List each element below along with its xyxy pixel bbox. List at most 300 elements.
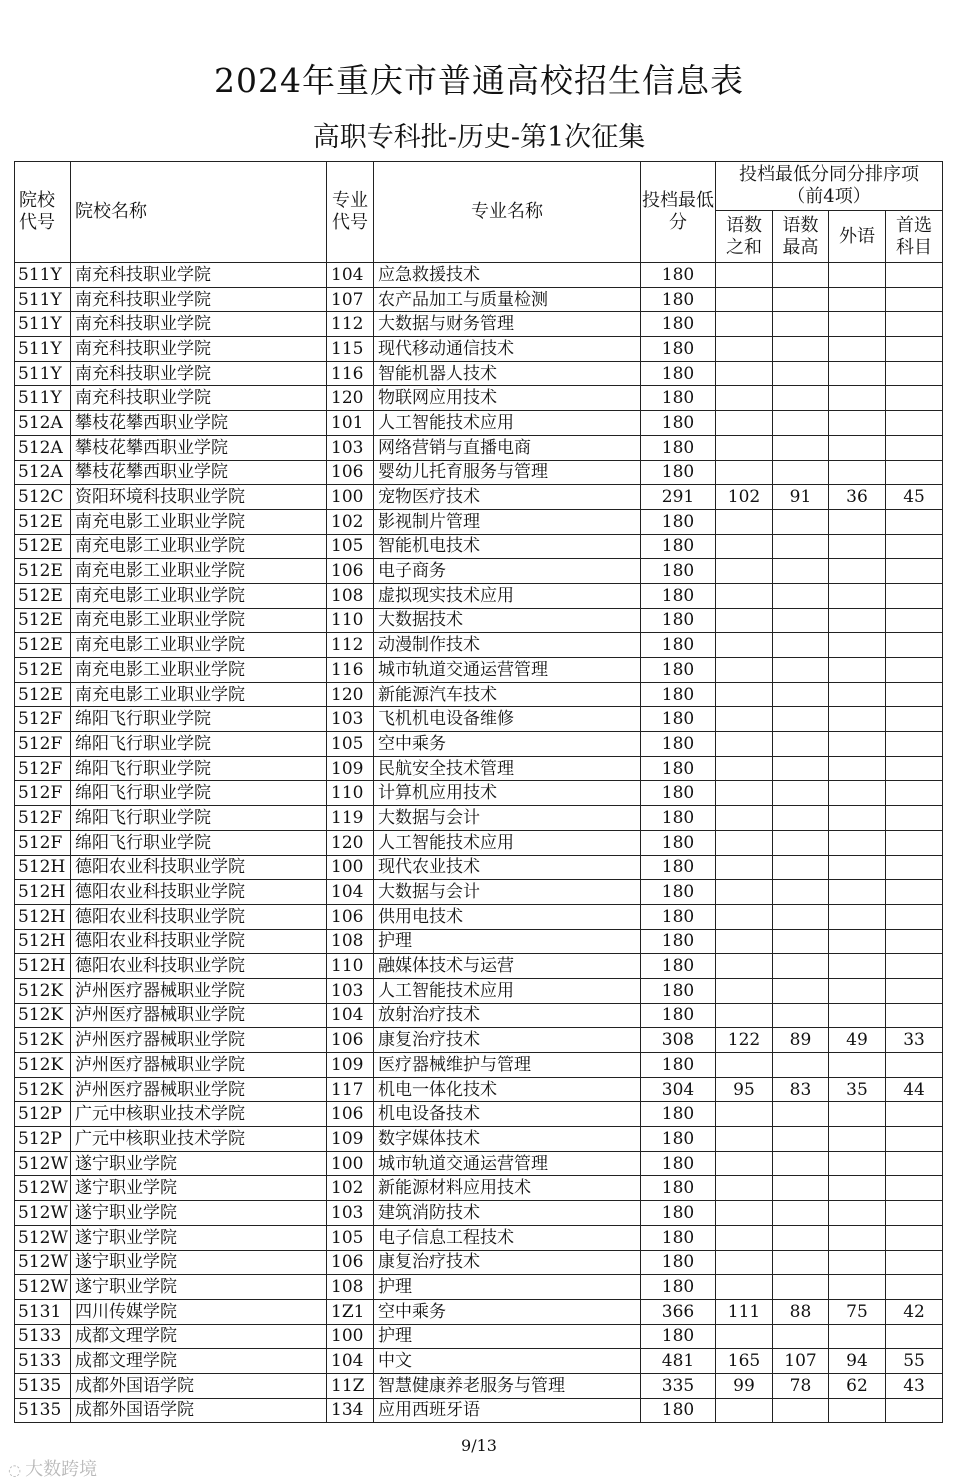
major-code-cell: 116 (327, 658, 374, 683)
table-row (15, 386, 943, 411)
sum-cell (716, 263, 773, 288)
school-name-cell: 绵阳飞行职业学院 (71, 732, 327, 757)
sum-cell (716, 337, 773, 362)
foreign-cell (829, 781, 886, 806)
major-name-cell: 智能机电技术 (374, 534, 641, 559)
max-cell (773, 682, 829, 707)
major-name-cell: 康复治疗技术 (374, 1028, 641, 1053)
header-tiebreak-first-subject: 首选科目 (886, 211, 943, 263)
major-name-cell: 婴幼儿托育服务与管理 (374, 460, 641, 485)
major-code-cell: 103 (327, 1201, 374, 1226)
school-name-cell: 绵阳飞行职业学院 (71, 806, 327, 831)
min-score-cell: 180 (641, 435, 716, 460)
school-code-cell: 512W (15, 1225, 71, 1250)
sum-cell (716, 658, 773, 683)
sum-cell (716, 1151, 773, 1176)
first-subject-cell (886, 263, 943, 288)
page-title: 2024年重庆市普通高校招生信息表 (214, 61, 744, 100)
school-name-cell: 南充电影工业职业学院 (71, 534, 327, 559)
page-number: 9/13 (461, 1436, 497, 1455)
sum-cell (716, 830, 773, 855)
page-subtitle: 高职专科批-历史-第1次征集 (312, 122, 646, 153)
max-cell (773, 707, 829, 732)
first-subject-cell (886, 1127, 943, 1152)
school-name-cell: 四川传媒学院 (71, 1299, 327, 1324)
school-code-cell: 511Y (15, 287, 71, 312)
major-name-cell: 机电一体化技术 (374, 1077, 641, 1102)
first-subject-cell (886, 830, 943, 855)
min-score-cell: 180 (641, 386, 716, 411)
major-code-cell: 106 (327, 904, 374, 929)
max-cell (773, 954, 829, 979)
foreign-cell: 62 (829, 1373, 886, 1398)
max-cell: 83 (773, 1077, 829, 1102)
foreign-cell: 35 (829, 1077, 886, 1102)
school-code-cell: 512H (15, 904, 71, 929)
table-row (15, 855, 943, 880)
max-cell (773, 1250, 829, 1275)
sum-cell: 111 (716, 1299, 773, 1324)
max-cell (773, 435, 829, 460)
major-name-cell: 大数据与会计 (374, 806, 641, 831)
major-name-cell: 机电设备技术 (374, 1102, 641, 1127)
major-code-cell: 104 (327, 1003, 374, 1028)
school-name-cell: 南充科技职业学院 (71, 361, 327, 386)
school-name-cell: 遂宁职业学院 (71, 1201, 327, 1226)
school-name-cell: 南充电影工业职业学院 (71, 559, 327, 584)
sum-cell (716, 781, 773, 806)
school-code-cell: 512W (15, 1250, 71, 1275)
first-subject-cell: 55 (886, 1349, 943, 1374)
major-code-cell: 11Z (327, 1373, 374, 1398)
major-code-cell: 103 (327, 435, 374, 460)
school-code-cell: 512E (15, 534, 71, 559)
school-code-cell: 512K (15, 1028, 71, 1053)
max-cell (773, 608, 829, 633)
school-name-cell: 泸州医疗器械职业学院 (71, 1003, 327, 1028)
first-subject-cell (886, 1398, 943, 1423)
major-name-cell: 新能源材料应用技术 (374, 1176, 641, 1201)
sum-cell (716, 633, 773, 658)
school-name-cell: 绵阳飞行职业学院 (71, 756, 327, 781)
school-code-cell: 512F (15, 781, 71, 806)
first-subject-cell (886, 1053, 943, 1078)
max-cell (773, 386, 829, 411)
max-cell: 89 (773, 1028, 829, 1053)
first-subject-cell (886, 411, 943, 436)
school-name-cell: 泸州医疗器械职业学院 (71, 1077, 327, 1102)
first-subject-cell (886, 386, 943, 411)
major-code-cell: 100 (327, 1151, 374, 1176)
table-row (15, 435, 943, 460)
sum-cell (716, 1324, 773, 1349)
school-code-cell: 512H (15, 880, 71, 905)
school-name-cell: 遂宁职业学院 (71, 1176, 327, 1201)
max-cell (773, 1201, 829, 1226)
major-code-cell: 105 (327, 1225, 374, 1250)
school-code-cell: 512E (15, 682, 71, 707)
school-name-cell: 绵阳飞行职业学院 (71, 707, 327, 732)
school-code-cell: 512W (15, 1176, 71, 1201)
school-code-cell: 5131 (15, 1299, 71, 1324)
first-subject-cell (886, 1225, 943, 1250)
foreign-cell (829, 1176, 886, 1201)
first-subject-cell (886, 1176, 943, 1201)
foreign-cell (829, 386, 886, 411)
major-name-cell: 应急救援技术 (374, 263, 641, 288)
foreign-cell (829, 460, 886, 485)
foreign-cell (829, 509, 886, 534)
major-code-cell: 109 (327, 1053, 374, 1078)
foreign-cell: 36 (829, 485, 886, 510)
foreign-cell (829, 855, 886, 880)
foreign-cell (829, 411, 886, 436)
foreign-cell (829, 1003, 886, 1028)
first-subject-cell: 44 (886, 1077, 943, 1102)
major-name-cell: 大数据与会计 (374, 880, 641, 905)
logo-text: 大数跨境 (25, 1459, 98, 1480)
school-name-cell: 遂宁职业学院 (71, 1275, 327, 1300)
foreign-cell (829, 1250, 886, 1275)
major-name-cell: 智能机器人技术 (374, 361, 641, 386)
foreign-cell (829, 435, 886, 460)
major-code-cell: 107 (327, 287, 374, 312)
sum-cell (716, 1102, 773, 1127)
max-cell (773, 978, 829, 1003)
table-row (15, 658, 943, 683)
school-code-cell: 512P (15, 1127, 71, 1152)
school-code-cell: 512H (15, 954, 71, 979)
school-name-cell: 德阳农业科技职业学院 (71, 904, 327, 929)
school-name-cell: 泸州医疗器械职业学院 (71, 1028, 327, 1053)
header-school-name: 院校名称 (71, 162, 327, 263)
min-score-cell: 180 (641, 608, 716, 633)
foreign-cell (829, 904, 886, 929)
school-code-cell: 512E (15, 583, 71, 608)
major-name-cell: 应用西班牙语 (374, 1398, 641, 1423)
table-row (15, 806, 943, 831)
min-score-cell: 180 (641, 806, 716, 831)
table-row (15, 361, 943, 386)
max-cell (773, 1275, 829, 1300)
min-score-cell: 291 (641, 485, 716, 510)
major-name-cell: 电子商务 (374, 559, 641, 584)
first-subject-cell (886, 361, 943, 386)
school-name-cell: 成都文理学院 (71, 1349, 327, 1374)
max-cell (773, 361, 829, 386)
first-subject-cell: 45 (886, 485, 943, 510)
major-code-cell: 134 (327, 1398, 374, 1423)
max-cell (773, 1102, 829, 1127)
first-subject-cell (886, 1102, 943, 1127)
min-score-cell: 180 (641, 1127, 716, 1152)
major-code-cell: 100 (327, 855, 374, 880)
min-score-cell: 180 (641, 1151, 716, 1176)
max-cell (773, 1151, 829, 1176)
first-subject-cell (886, 880, 943, 905)
major-name-cell: 人工智能技术应用 (374, 978, 641, 1003)
major-name-cell: 医疗器械维护与管理 (374, 1053, 641, 1078)
table-row (15, 1250, 943, 1275)
school-name-cell: 南充电影工业职业学院 (71, 509, 327, 534)
sum-cell (716, 1201, 773, 1226)
foreign-cell (829, 1053, 886, 1078)
sum-cell (716, 1127, 773, 1152)
major-name-cell: 人工智能技术应用 (374, 411, 641, 436)
header-tiebreak-max: 语数最高 (773, 211, 829, 263)
foreign-cell (829, 658, 886, 683)
school-name-cell: 遂宁职业学院 (71, 1225, 327, 1250)
school-name-cell: 德阳农业科技职业学院 (71, 929, 327, 954)
school-name-cell: 南充科技职业学院 (71, 386, 327, 411)
school-code-cell: 511Y (15, 263, 71, 288)
max-cell (773, 1053, 829, 1078)
header-tiebreak-foreign: 外语 (829, 211, 886, 263)
major-code-cell: 100 (327, 1324, 374, 1349)
min-score-cell: 180 (641, 682, 716, 707)
major-code-cell: 115 (327, 337, 374, 362)
school-name-cell: 泸州医疗器械职业学院 (71, 1053, 327, 1078)
min-score-cell: 180 (641, 337, 716, 362)
table-row (15, 411, 943, 436)
major-name-cell: 电子信息工程技术 (374, 1225, 641, 1250)
max-cell (773, 534, 829, 559)
table-row (15, 337, 943, 362)
foreign-cell (829, 732, 886, 757)
major-code-cell: 105 (327, 534, 374, 559)
major-code-cell: 106 (327, 460, 374, 485)
foreign-cell: 49 (829, 1028, 886, 1053)
major-name-cell: 新能源汽车技术 (374, 682, 641, 707)
sum-cell (716, 534, 773, 559)
first-subject-cell (886, 1201, 943, 1226)
sum-cell (716, 978, 773, 1003)
table-row (15, 1349, 943, 1374)
foreign-cell (829, 1225, 886, 1250)
sum-cell (716, 435, 773, 460)
first-subject-cell (886, 608, 943, 633)
major-name-cell: 现代移动通信技术 (374, 337, 641, 362)
max-cell (773, 559, 829, 584)
foreign-cell (829, 978, 886, 1003)
school-name-cell: 成都外国语学院 (71, 1373, 327, 1398)
major-name-cell: 融媒体技术与运营 (374, 954, 641, 979)
foreign-cell (829, 534, 886, 559)
school-name-cell: 南充科技职业学院 (71, 337, 327, 362)
table-row (15, 287, 943, 312)
table-row (15, 929, 943, 954)
sum-cell (716, 1225, 773, 1250)
sum-cell: 95 (716, 1077, 773, 1102)
foreign-cell (829, 263, 886, 288)
sum-cell (716, 1250, 773, 1275)
first-subject-cell (886, 855, 943, 880)
major-code-cell: 119 (327, 806, 374, 831)
logo-icon: ◌ (8, 1461, 22, 1479)
min-score-cell: 180 (641, 781, 716, 806)
foreign-cell (829, 1201, 886, 1226)
sum-cell (716, 361, 773, 386)
school-name-cell: 遂宁职业学院 (71, 1151, 327, 1176)
first-subject-cell (886, 1250, 943, 1275)
sum-cell (716, 707, 773, 732)
school-code-cell: 5133 (15, 1349, 71, 1374)
major-name-cell: 人工智能技术应用 (374, 830, 641, 855)
major-name-cell: 现代农业技术 (374, 855, 641, 880)
major-name-cell: 城市轨道交通运营管理 (374, 658, 641, 683)
school-name-cell: 南充电影工业职业学院 (71, 682, 327, 707)
school-code-cell: 5135 (15, 1373, 71, 1398)
first-subject-cell (886, 583, 943, 608)
school-name-cell: 南充电影工业职业学院 (71, 658, 327, 683)
major-name-cell: 中文 (374, 1349, 641, 1374)
major-code-cell: 117 (327, 1077, 374, 1102)
max-cell (773, 830, 829, 855)
sum-cell: 165 (716, 1349, 773, 1374)
first-subject-cell (886, 781, 943, 806)
major-code-cell: 120 (327, 386, 374, 411)
max-cell: 107 (773, 1349, 829, 1374)
sum-cell: 102 (716, 485, 773, 510)
sum-cell (716, 608, 773, 633)
max-cell (773, 263, 829, 288)
min-score-cell: 180 (641, 1275, 716, 1300)
major-name-cell: 空中乘务 (374, 732, 641, 757)
sum-cell (716, 559, 773, 584)
school-code-cell: 5133 (15, 1324, 71, 1349)
major-code-cell: 110 (327, 954, 374, 979)
first-subject-cell (886, 534, 943, 559)
sum-cell (716, 880, 773, 905)
major-name-cell: 计算机应用技术 (374, 781, 641, 806)
first-subject-cell (886, 312, 943, 337)
table-row (15, 1176, 943, 1201)
max-cell (773, 806, 829, 831)
table-row (15, 904, 943, 929)
sum-cell (716, 929, 773, 954)
table-row (15, 1373, 943, 1398)
foreign-cell (829, 830, 886, 855)
foreign-cell (829, 337, 886, 362)
major-name-cell: 护理 (374, 1324, 641, 1349)
school-name-cell: 南充科技职业学院 (71, 312, 327, 337)
major-name-cell: 影视制片管理 (374, 509, 641, 534)
max-cell: 91 (773, 485, 829, 510)
min-score-cell: 180 (641, 732, 716, 757)
table-row (15, 682, 943, 707)
major-name-cell: 农产品加工与质量检测 (374, 287, 641, 312)
foreign-cell (829, 583, 886, 608)
school-code-cell: 511Y (15, 337, 71, 362)
first-subject-cell (886, 337, 943, 362)
table-row (15, 460, 943, 485)
header-tiebreak-sum: 语数之和 (716, 211, 773, 263)
foreign-cell (829, 880, 886, 905)
foreign-cell (829, 1127, 886, 1152)
major-name-cell: 动漫制作技术 (374, 633, 641, 658)
table-row (15, 1275, 943, 1300)
school-code-cell: 511Y (15, 312, 71, 337)
foreign-cell: 94 (829, 1349, 886, 1374)
school-code-cell: 512E (15, 608, 71, 633)
header-major-name: 专业名称 (374, 162, 641, 263)
max-cell (773, 732, 829, 757)
major-name-cell: 智慧健康养老服务与管理 (374, 1373, 641, 1398)
first-subject-cell (886, 806, 943, 831)
table-row (15, 978, 943, 1003)
min-score-cell: 180 (641, 460, 716, 485)
school-code-cell: 512F (15, 806, 71, 831)
max-cell (773, 633, 829, 658)
first-subject-cell (886, 633, 943, 658)
min-score-cell: 180 (641, 1398, 716, 1423)
major-name-cell: 物联网应用技术 (374, 386, 641, 411)
major-name-cell: 放射治疗技术 (374, 1003, 641, 1028)
sum-cell (716, 287, 773, 312)
table-row (15, 1398, 943, 1423)
school-name-cell: 遂宁职业学院 (71, 1250, 327, 1275)
min-score-cell: 180 (641, 756, 716, 781)
min-score-cell: 180 (641, 509, 716, 534)
first-subject-cell (886, 904, 943, 929)
foreign-cell (829, 1102, 886, 1127)
table-row (15, 263, 943, 288)
admission-table (14, 161, 943, 1423)
school-code-cell: 512H (15, 855, 71, 880)
min-score-cell: 180 (641, 411, 716, 436)
min-score-cell: 180 (641, 1003, 716, 1028)
major-code-cell: 109 (327, 1127, 374, 1152)
school-name-cell: 成都外国语学院 (71, 1398, 327, 1423)
school-code-cell: 511Y (15, 386, 71, 411)
first-subject-cell (886, 1324, 943, 1349)
foreign-cell (829, 929, 886, 954)
major-name-cell: 网络营销与直播电商 (374, 435, 641, 460)
major-name-cell: 大数据与财务管理 (374, 312, 641, 337)
table-row (15, 1324, 943, 1349)
foreign-cell (829, 287, 886, 312)
major-code-cell: 112 (327, 633, 374, 658)
school-name-cell: 南充电影工业职业学院 (71, 633, 327, 658)
school-code-cell: 512C (15, 485, 71, 510)
table-row (15, 732, 943, 757)
max-cell (773, 1324, 829, 1349)
major-code-cell: 106 (327, 1028, 374, 1053)
max-cell: 88 (773, 1299, 829, 1324)
sum-cell (716, 1398, 773, 1423)
min-score-cell: 180 (641, 707, 716, 732)
foreign-cell (829, 954, 886, 979)
min-score-cell: 180 (641, 904, 716, 929)
table-row (15, 534, 943, 559)
school-name-cell: 南充科技职业学院 (71, 263, 327, 288)
foreign-cell (829, 756, 886, 781)
max-cell (773, 583, 829, 608)
major-name-cell: 城市轨道交通运营管理 (374, 1151, 641, 1176)
major-name-cell: 供用电技术 (374, 904, 641, 929)
major-code-cell: 106 (327, 1102, 374, 1127)
max-cell (773, 312, 829, 337)
major-code-cell: 102 (327, 1176, 374, 1201)
table-row (15, 559, 943, 584)
major-code-cell: 120 (327, 830, 374, 855)
first-subject-cell (886, 732, 943, 757)
school-code-cell: 512F (15, 707, 71, 732)
first-subject-cell (886, 559, 943, 584)
min-score-cell: 180 (641, 287, 716, 312)
min-score-cell: 180 (641, 1102, 716, 1127)
table-row (15, 583, 943, 608)
